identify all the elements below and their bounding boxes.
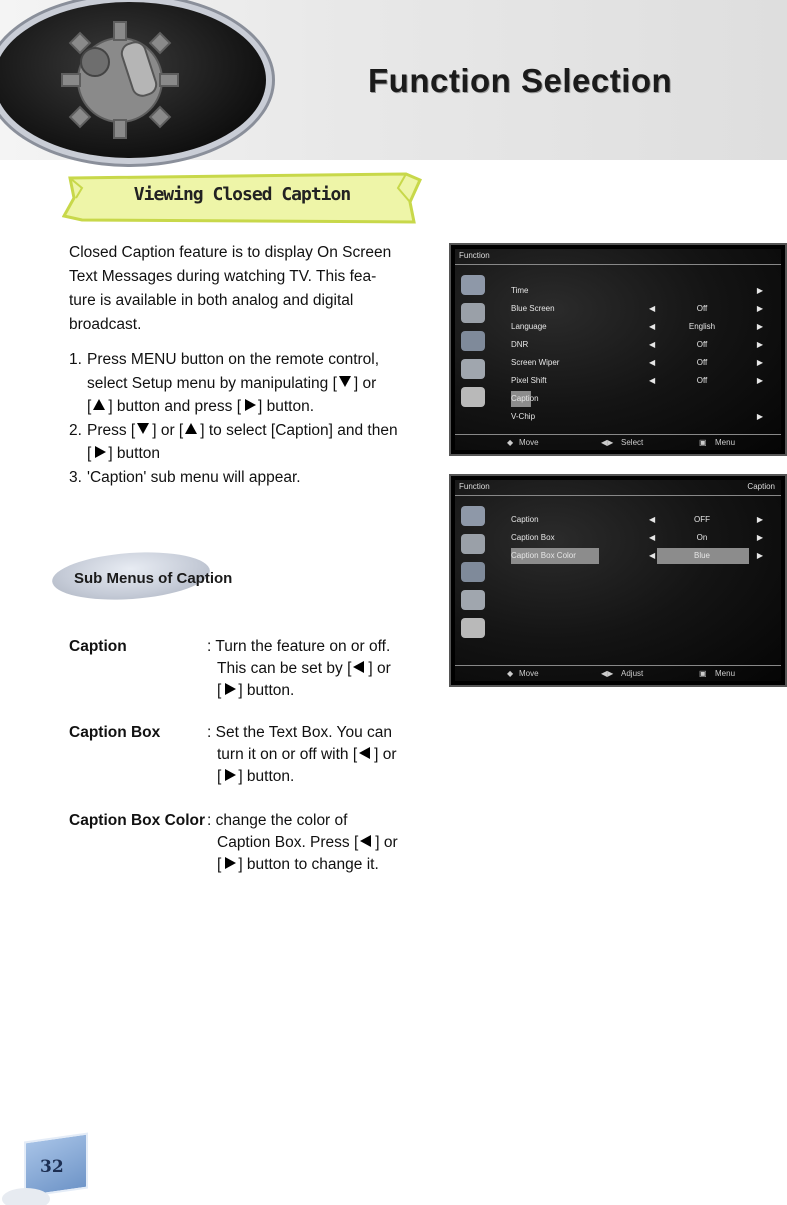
channel-menu-icon (461, 562, 485, 582)
screen-menu-icon (461, 590, 485, 610)
step-3 (69, 466, 414, 490)
right-arrow-icon (242, 398, 257, 413)
definition-term: Caption (69, 638, 127, 655)
right-arrow-icon: ▶ (756, 515, 763, 524)
intro-line: Closed Caption feature is to display On Screen (69, 244, 392, 261)
definition-description: : Set the Text Box. You can turn it on or off with [ ] or [ ] button. (207, 724, 397, 785)
right-arrow-icon: ▶ (756, 322, 763, 331)
screen-header (455, 480, 781, 496)
right-arrow-icon: ▶ (756, 304, 763, 313)
right-arrow-icon (222, 856, 237, 871)
down-arrow-icon (338, 375, 353, 390)
adjust-icon: ◀▶ (601, 669, 614, 678)
menu-icon: ▣ (699, 438, 707, 447)
left-arrow-icon (352, 660, 367, 675)
up-arrow-icon (184, 422, 199, 437)
definition-description: : Turn the feature on or off. This can be set by [ ] or [ ] button. (207, 638, 391, 699)
page-title: Function Selection (368, 62, 673, 99)
page-header (0, 0, 787, 160)
submenu-heading: Sub Menus of Caption (74, 570, 233, 587)
move-icon: ◆ (507, 438, 514, 447)
left-arrow-icon: ◀ (649, 515, 656, 524)
screen-subtitle: Caption (747, 482, 775, 491)
step-1 (69, 348, 414, 419)
step-text: [ ] button and press [ ] button. (87, 398, 315, 415)
sound-menu-icon (461, 303, 485, 323)
step-number: 2. (69, 421, 82, 439)
screen-menu-icon (461, 359, 485, 379)
step-text: Press [ ] or [ ] to select [Caption] and then (87, 421, 398, 439)
down-arrow-icon (136, 422, 151, 437)
tv-menu-screenshot-function (449, 243, 787, 456)
left-arrow-icon: ◀ (649, 533, 656, 542)
step-2 (69, 419, 414, 466)
intro-line: broadcast. (69, 316, 142, 333)
step-number: 3. (69, 468, 82, 486)
step-number: 1. (69, 351, 82, 368)
up-arrow-icon (92, 398, 107, 413)
screen-background (455, 480, 781, 681)
screen-icon-column (461, 275, 489, 415)
instruction-steps (69, 348, 414, 489)
menu-row: Caption Box ◀ On ▶ (511, 533, 763, 542)
picture-menu-icon (461, 275, 485, 295)
step-text: Press MENU button on the remote control, (87, 351, 380, 368)
right-arrow-icon: ▶ (756, 358, 763, 367)
intro-paragraph (69, 241, 414, 337)
right-arrow-icon (222, 682, 237, 697)
step-text: select Setup menu by manipulating [ ] or (87, 374, 377, 392)
definition-term: Caption Box (69, 724, 161, 741)
right-arrow-icon: ▶ (756, 340, 763, 349)
function-menu-icon (461, 387, 485, 407)
step-text: [ ] button (87, 445, 161, 462)
left-arrow-icon: ◀ (649, 340, 656, 349)
left-arrow-icon (359, 834, 374, 849)
menu-row: V-Chip ▶ (511, 412, 763, 421)
tv-menu-screenshot-caption (449, 474, 787, 687)
right-arrow-icon: ▶ (756, 551, 763, 560)
right-arrow-icon: ▶ (756, 376, 763, 385)
right-arrow-icon: ▶ (756, 533, 763, 542)
left-arrow-icon: ◀ (649, 322, 656, 331)
channel-menu-icon (461, 331, 485, 351)
menu-row: Blue Screen ◀ Off ▶ (511, 304, 763, 313)
menu-row: Caption ◀ OFF ▶ (511, 515, 763, 524)
picture-menu-icon (461, 506, 485, 526)
right-arrow-icon: ▶ (756, 412, 763, 421)
screen-icon-column (461, 506, 489, 646)
menu-icon: ▣ (699, 669, 707, 678)
definition-description: : change the color of Caption Box. Press [ ] or [ ] button to change it. (207, 812, 398, 873)
badge-base (2, 1188, 50, 1205)
definition-term: Caption Box Color (69, 812, 206, 829)
menu-row: DNR ◀ Off ▶ (511, 340, 763, 349)
screen-footer: ◆ Move ◀▶ Adjust ▣ Menu (455, 665, 781, 681)
page-number: 32 (40, 1157, 64, 1177)
intro-line: ture is available in both analog and digital (69, 292, 354, 309)
right-arrow-icon (222, 768, 237, 783)
menu-row-selected: Caption (511, 391, 531, 407)
right-arrow-icon (92, 445, 107, 460)
left-arrow-icon: ◀ (649, 551, 656, 560)
menu-row: Language ◀ English ▶ (511, 322, 763, 331)
screen-title: Function (459, 251, 490, 260)
menu-row-selected: Caption Box Color ◀ Blue ▶ (511, 548, 763, 564)
menu-row: Time ▶ (511, 286, 763, 295)
menu-row: Pixel Shift ◀ Off ▶ (511, 376, 763, 385)
function-menu-icon (461, 618, 485, 638)
move-icon: ◆ (507, 669, 514, 678)
screen-footer: ◆ Move ◀▶ Select ▣ Menu (455, 434, 781, 450)
intro-line: Text Messages during watching TV. This fea- (69, 268, 377, 285)
right-arrow-icon: ▶ (756, 286, 763, 295)
select-icon: ◀▶ (601, 438, 614, 447)
screen-header (455, 249, 781, 265)
section-title: Viewing Closed Caption (133, 184, 351, 205)
left-arrow-icon (358, 746, 373, 761)
step-text: 'Caption' sub menu will appear. (87, 468, 301, 486)
left-arrow-icon: ◀ (649, 376, 656, 385)
menu-row: Screen Wiper ◀ Off ▶ (511, 358, 763, 367)
screen-title: Function (459, 482, 490, 491)
sound-menu-icon (461, 534, 485, 554)
left-arrow-icon: ◀ (649, 358, 656, 367)
gear-icon (45, 12, 195, 142)
left-arrow-icon: ◀ (649, 304, 656, 313)
